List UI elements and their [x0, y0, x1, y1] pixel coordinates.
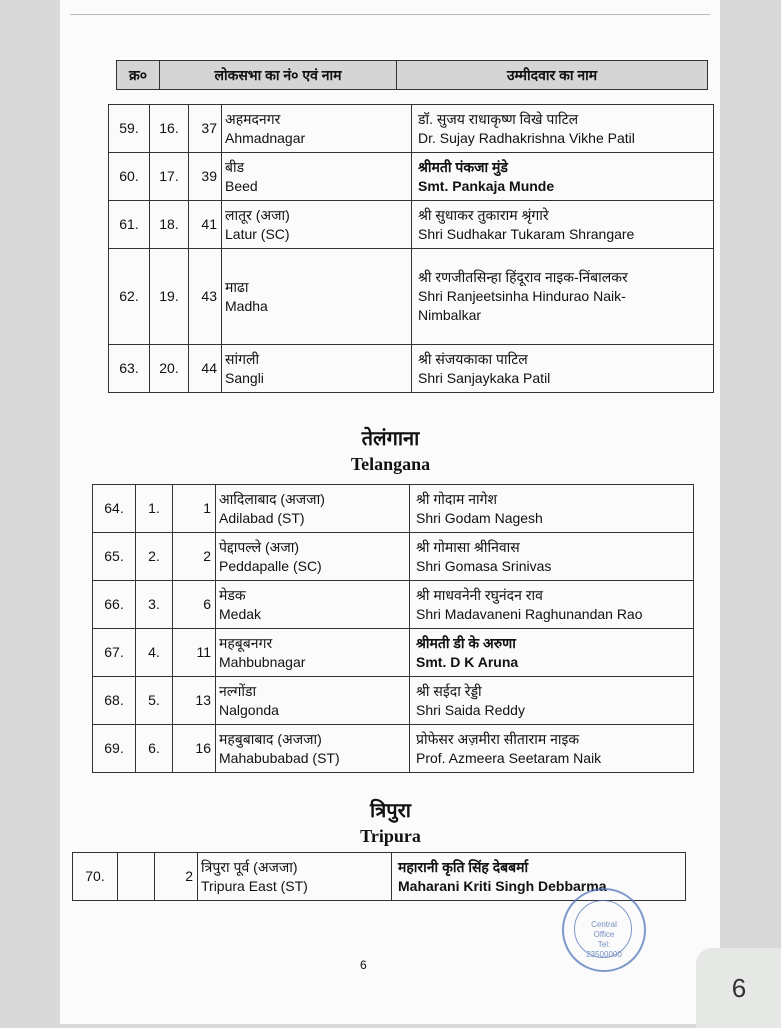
pc-number: 2: [155, 853, 198, 901]
serial-no: 70.: [73, 853, 118, 901]
candidate-hindi: श्रीमती पंकजा मुंडे: [418, 158, 508, 175]
state-serial-no: 3.: [136, 581, 173, 629]
table-row: [93, 533, 694, 581]
page-indicator-badge[interactable]: 6: [696, 948, 781, 1028]
constituency-name: [222, 153, 412, 201]
constituency-english: Medak: [219, 605, 262, 622]
serial-no: 65.: [93, 533, 136, 581]
candidate-hindi: श्री गोदाम नागेश: [416, 490, 498, 507]
constituency-name: [222, 105, 412, 153]
candidate-english: Smt. Pankaja Munde: [418, 177, 555, 194]
table-row: [109, 201, 714, 249]
table-row: [109, 153, 714, 201]
state-serial-no: 17.: [150, 153, 189, 201]
candidate-english: Prof. Azmeera Seetaram Naik: [416, 749, 602, 766]
serial-no: 64.: [93, 485, 136, 533]
pc-number: 43: [189, 249, 222, 345]
candidate-name: [412, 105, 714, 153]
serial-no: 63.: [109, 345, 150, 393]
constituency-hindi: आदिलाबाद (अजजा): [219, 490, 325, 507]
constituency-hindi: मेडक: [219, 586, 246, 603]
table-row: [109, 345, 714, 393]
candidate-english: Shri Sanjaykaka Patil: [418, 369, 551, 386]
state-serial-no: 16.: [150, 105, 189, 153]
constituency-english: Ahmadnagar: [225, 129, 306, 146]
candidate-english: Maharani Kriti Singh Debbarma: [398, 877, 607, 894]
state-serial-no: [118, 853, 155, 901]
constituency-english: Mahbubnagar: [219, 653, 306, 670]
constituency-english: Mahabubabad (ST): [219, 749, 340, 766]
stamp-line-2: Tel: 23500000: [586, 940, 622, 959]
candidate-hindi: श्री संजयकाका पाटिल: [418, 350, 528, 367]
constituency-name: [222, 249, 412, 345]
constituency-hindi: माढा: [225, 278, 249, 295]
header-candidate: उम्मीदवार का नाम: [397, 61, 708, 90]
constituency-name: [216, 581, 410, 629]
pc-number: 41: [189, 201, 222, 249]
constituency-english: Beed: [225, 177, 258, 194]
table-row: [93, 581, 694, 629]
serial-no: 61.: [109, 201, 150, 249]
state-serial-no: 6.: [136, 725, 173, 773]
pc-number: 1: [173, 485, 216, 533]
state-serial-no: 4.: [136, 629, 173, 677]
candidate-name: [410, 533, 694, 581]
state-serial-no: 5.: [136, 677, 173, 725]
constituency-name: [216, 533, 410, 581]
constituency-name: [216, 677, 410, 725]
pc-number: 16: [173, 725, 216, 773]
serial-no: 67.: [93, 629, 136, 677]
candidate-name: [410, 485, 694, 533]
candidate-name: [412, 201, 714, 249]
state-title-hindi: त्रिपुरा: [370, 798, 411, 822]
candidate-hindi: श्री रणजीतसिन्हा हिंदूराव नाइक-निंबालकर: [418, 269, 628, 285]
pc-number: 13: [173, 677, 216, 725]
state-title-english: Telangana: [350, 454, 431, 474]
candidate-name: [412, 345, 714, 393]
constituency-hindi: लातूर (अजा): [225, 206, 290, 223]
candidate-hindi: श्री गोमासा श्रीनिवास: [416, 538, 520, 555]
header-serial: क्र०: [117, 61, 160, 90]
maharashtra-table: [108, 104, 714, 393]
office-stamp: [562, 888, 646, 972]
constituency-english: Latur (SC): [225, 225, 290, 242]
serial-no: 66.: [93, 581, 136, 629]
stamp-line-1: Central Office: [591, 920, 617, 939]
candidate-name: [410, 629, 694, 677]
candidate-english: Shri Madavaneni Raghunandan Rao: [416, 605, 643, 622]
constituency-name: [216, 485, 410, 533]
serial-no: 69.: [93, 725, 136, 773]
constituency-hindi: महबुबाबाद (अजजा): [219, 730, 322, 747]
candidate-hindi: डॉ. सुजय राधाकृष्ण विखे पाटिल: [418, 110, 579, 127]
candidate-name: [392, 853, 686, 901]
constituency-english: Sangli: [225, 369, 264, 386]
candidate-english: Dr. Sujay Radhakrishna Vikhe Patil: [418, 129, 635, 146]
constituency-name: [216, 725, 410, 773]
state-serial-no: 1.: [136, 485, 173, 533]
page-number: 6: [360, 958, 367, 972]
constituency-english: Tripura East (ST): [201, 877, 308, 894]
serial-no: 62.: [109, 249, 150, 345]
stamp-text: [582, 920, 626, 960]
constituency-hindi: बीड: [225, 158, 245, 175]
candidate-name: [410, 677, 694, 725]
constituency-hindi: पेद्दापल्ले (अजा): [219, 538, 300, 555]
pc-number: 2: [173, 533, 216, 581]
constituency-english: Madha: [225, 297, 268, 314]
table-row: [93, 725, 694, 773]
candidate-english: Shri Gomasa Srinivas: [416, 557, 552, 574]
table-row: [93, 485, 694, 533]
candidate-hindi: श्रीमती डी के अरुणा: [416, 634, 516, 651]
constituency-name: [216, 629, 410, 677]
previous-page-edge: [70, 0, 710, 15]
constituency-english: Peddapalle (SC): [219, 557, 322, 574]
table-row: [93, 629, 694, 677]
constituency-name: [222, 345, 412, 393]
constituency-hindi: सांगली: [225, 350, 260, 367]
table-row: [109, 105, 714, 153]
pc-number: 39: [189, 153, 222, 201]
pc-number: 6: [173, 581, 216, 629]
candidate-hindi: श्री माधवनेनी रघुनंदन राव: [416, 586, 543, 603]
candidate-hindi: श्री सईदा रेड्डी: [416, 682, 482, 699]
candidate-english: Shri Godam Nagesh: [416, 509, 543, 526]
state-serial-no: 18.: [150, 201, 189, 249]
candidate-english: Shri Saida Reddy: [416, 701, 525, 718]
candidate-name: [410, 725, 694, 773]
constituency-english: Adilabad (ST): [219, 509, 305, 526]
table-row: [109, 249, 714, 345]
candidate-hindi: श्री सुधाकर तुकाराम श्रृंगारे: [418, 206, 549, 223]
table-header: [116, 60, 708, 90]
telangana-table: [92, 484, 694, 773]
serial-no: 68.: [93, 677, 136, 725]
constituency-name: [198, 853, 392, 901]
candidate-name: [412, 249, 714, 345]
pc-number: 44: [189, 345, 222, 393]
serial-no: 59.: [109, 105, 150, 153]
table-row: [93, 677, 694, 725]
constituency-english: Nalgonda: [219, 701, 279, 718]
candidate-english: Shri Sudhakar Tukaram Shrangare: [418, 225, 635, 242]
state-title-hindi: तेलंगाना: [361, 426, 420, 450]
constituency-hindi: अहमदनगर: [225, 110, 281, 127]
pc-number: 11: [173, 629, 216, 677]
constituency-hindi: त्रिपुरा पूर्व (अजजा): [201, 858, 298, 875]
candidate-english: Shri Ranjeetsinha Hindurao Naik-Nimbalkar: [418, 288, 626, 323]
candidate-hindi: प्रोफेसर अज़मीरा सीताराम नाइक: [416, 730, 580, 747]
candidate-name: [410, 581, 694, 629]
candidate-english: Smt. D K Aruna: [416, 653, 519, 670]
state-serial-no: 2.: [136, 533, 173, 581]
serial-no: 60.: [109, 153, 150, 201]
candidate-name: [412, 153, 714, 201]
candidate-hindi: महारानी कृति सिंह देबबर्मा: [398, 858, 529, 875]
state-serial-no: 20.: [150, 345, 189, 393]
state-title-english: Tripura: [360, 826, 421, 846]
state-serial-no: 19.: [150, 249, 189, 345]
header-constituency: लोकसभा का नं० एवं नाम: [160, 61, 397, 90]
constituency-name: [222, 201, 412, 249]
constituency-hindi: महबूबनगर: [219, 634, 273, 651]
constituency-hindi: नल्गोंडा: [219, 682, 257, 699]
pc-number: 37: [189, 105, 222, 153]
